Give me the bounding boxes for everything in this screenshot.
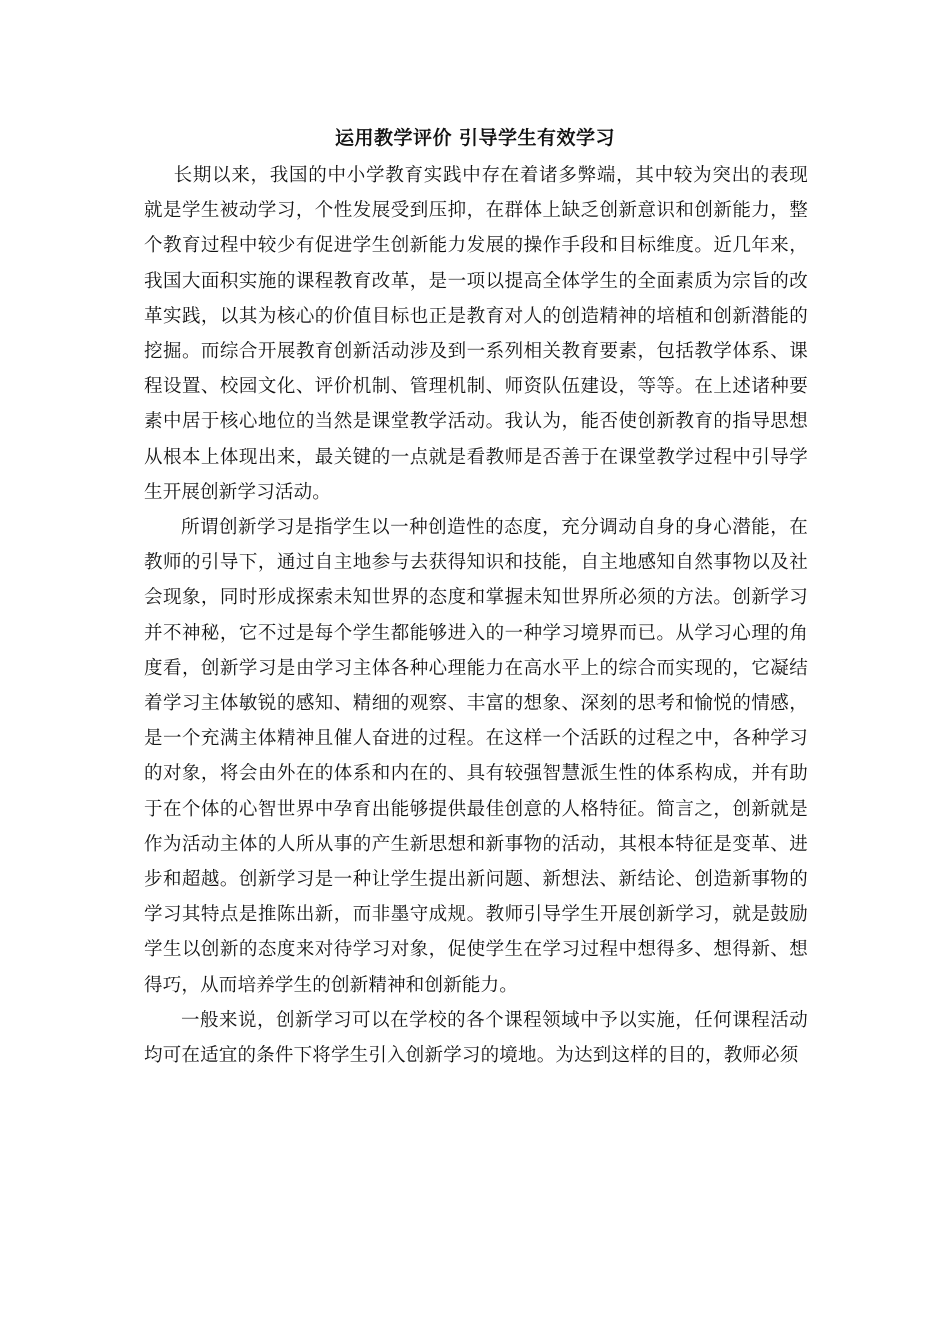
paragraph: 长期以来，我国的中小学教育实践中存在着诸多弊端，其中较为突出的表现就是学生被动学习，个性发展受到压抑，在群体上缺乏创新意识和创新能力，整个教育过程中较少有促进学生创新能力发展的操作手段和目标维度。近几年来，我国大面积实施的课程教育改革，是一项以提高全体学生的全面素质为宗旨的改革实践，以其为核心的价值目标也正是教育对人的创造精神的培植和创新潜能的挖掘。而综合开展教育创新活动涉及到一系列相关教育要素，包括教学体系、课程设置、校园文化、评价机制、管理机制、师资队伍建设，等等。在上述诸种要素中居于核心地位的当然是课堂教学活动。我认为，能否使创新教育的指导思想从根本上体现出来，最关键的一点就是看教师是否善于在课堂教学过程中引导学生开展创新学习活动。 [144,165,808,503]
document-body [144,158,808,1073]
document-title: 运用教学评价 引导学生有效学习 [334,127,616,149]
paragraph: 一般来说，创新学习可以在学校的各个课程领域中予以实施，任何课程活动均可在适宜的条件下将学生引入创新学习的境地。为达到这样的目的，教师必须 [144,1009,808,1067]
paragraph: 所谓创新学习是指学生以一种创造性的态度，充分调动自身的身心潜能，在教师的引导下，通过自主地参与去获得知识和技能，自主地感知自然事物以及社会现象，同时形成探索未知世界的态度和掌握未知世界所必须的方法。创新学习并不神秘，它不过是每个学生都能够进入的一种学习境界而已。从学习心理的角度看，创新学习是由学习主体各种心理能力在高水平上的综合而实现的，它凝结着学习主体敏锐的感知、精细的观察、丰富的想象、深刻的思考和愉悦的情感，是一个充满主体精神且催人奋进的过程。在这样一个活跃的过程之中，各种学习的对象，将会由外在的体系和内在的、具有较强智慧派生性的体系构成，并有助于在个体的心智世界中孕育出能够提供最佳创意的人格特征。简言之，创新就是作为活动主体的人所从事的产生新思想和新事物的活动，其根本特征是变革、进步和超越。创新学习是一种让学生提出新问题、新想法、新结论、创造新事物的学习其特点是推陈出新，而非墨守成规。教师引导学生开展创新学习，就是鼓励学生以创新的态度来对待学习对象，促使学生在学习过程中想得多、想得新、想得巧，从而培养学生的创新精神和创新能力。 [144,517,808,996]
